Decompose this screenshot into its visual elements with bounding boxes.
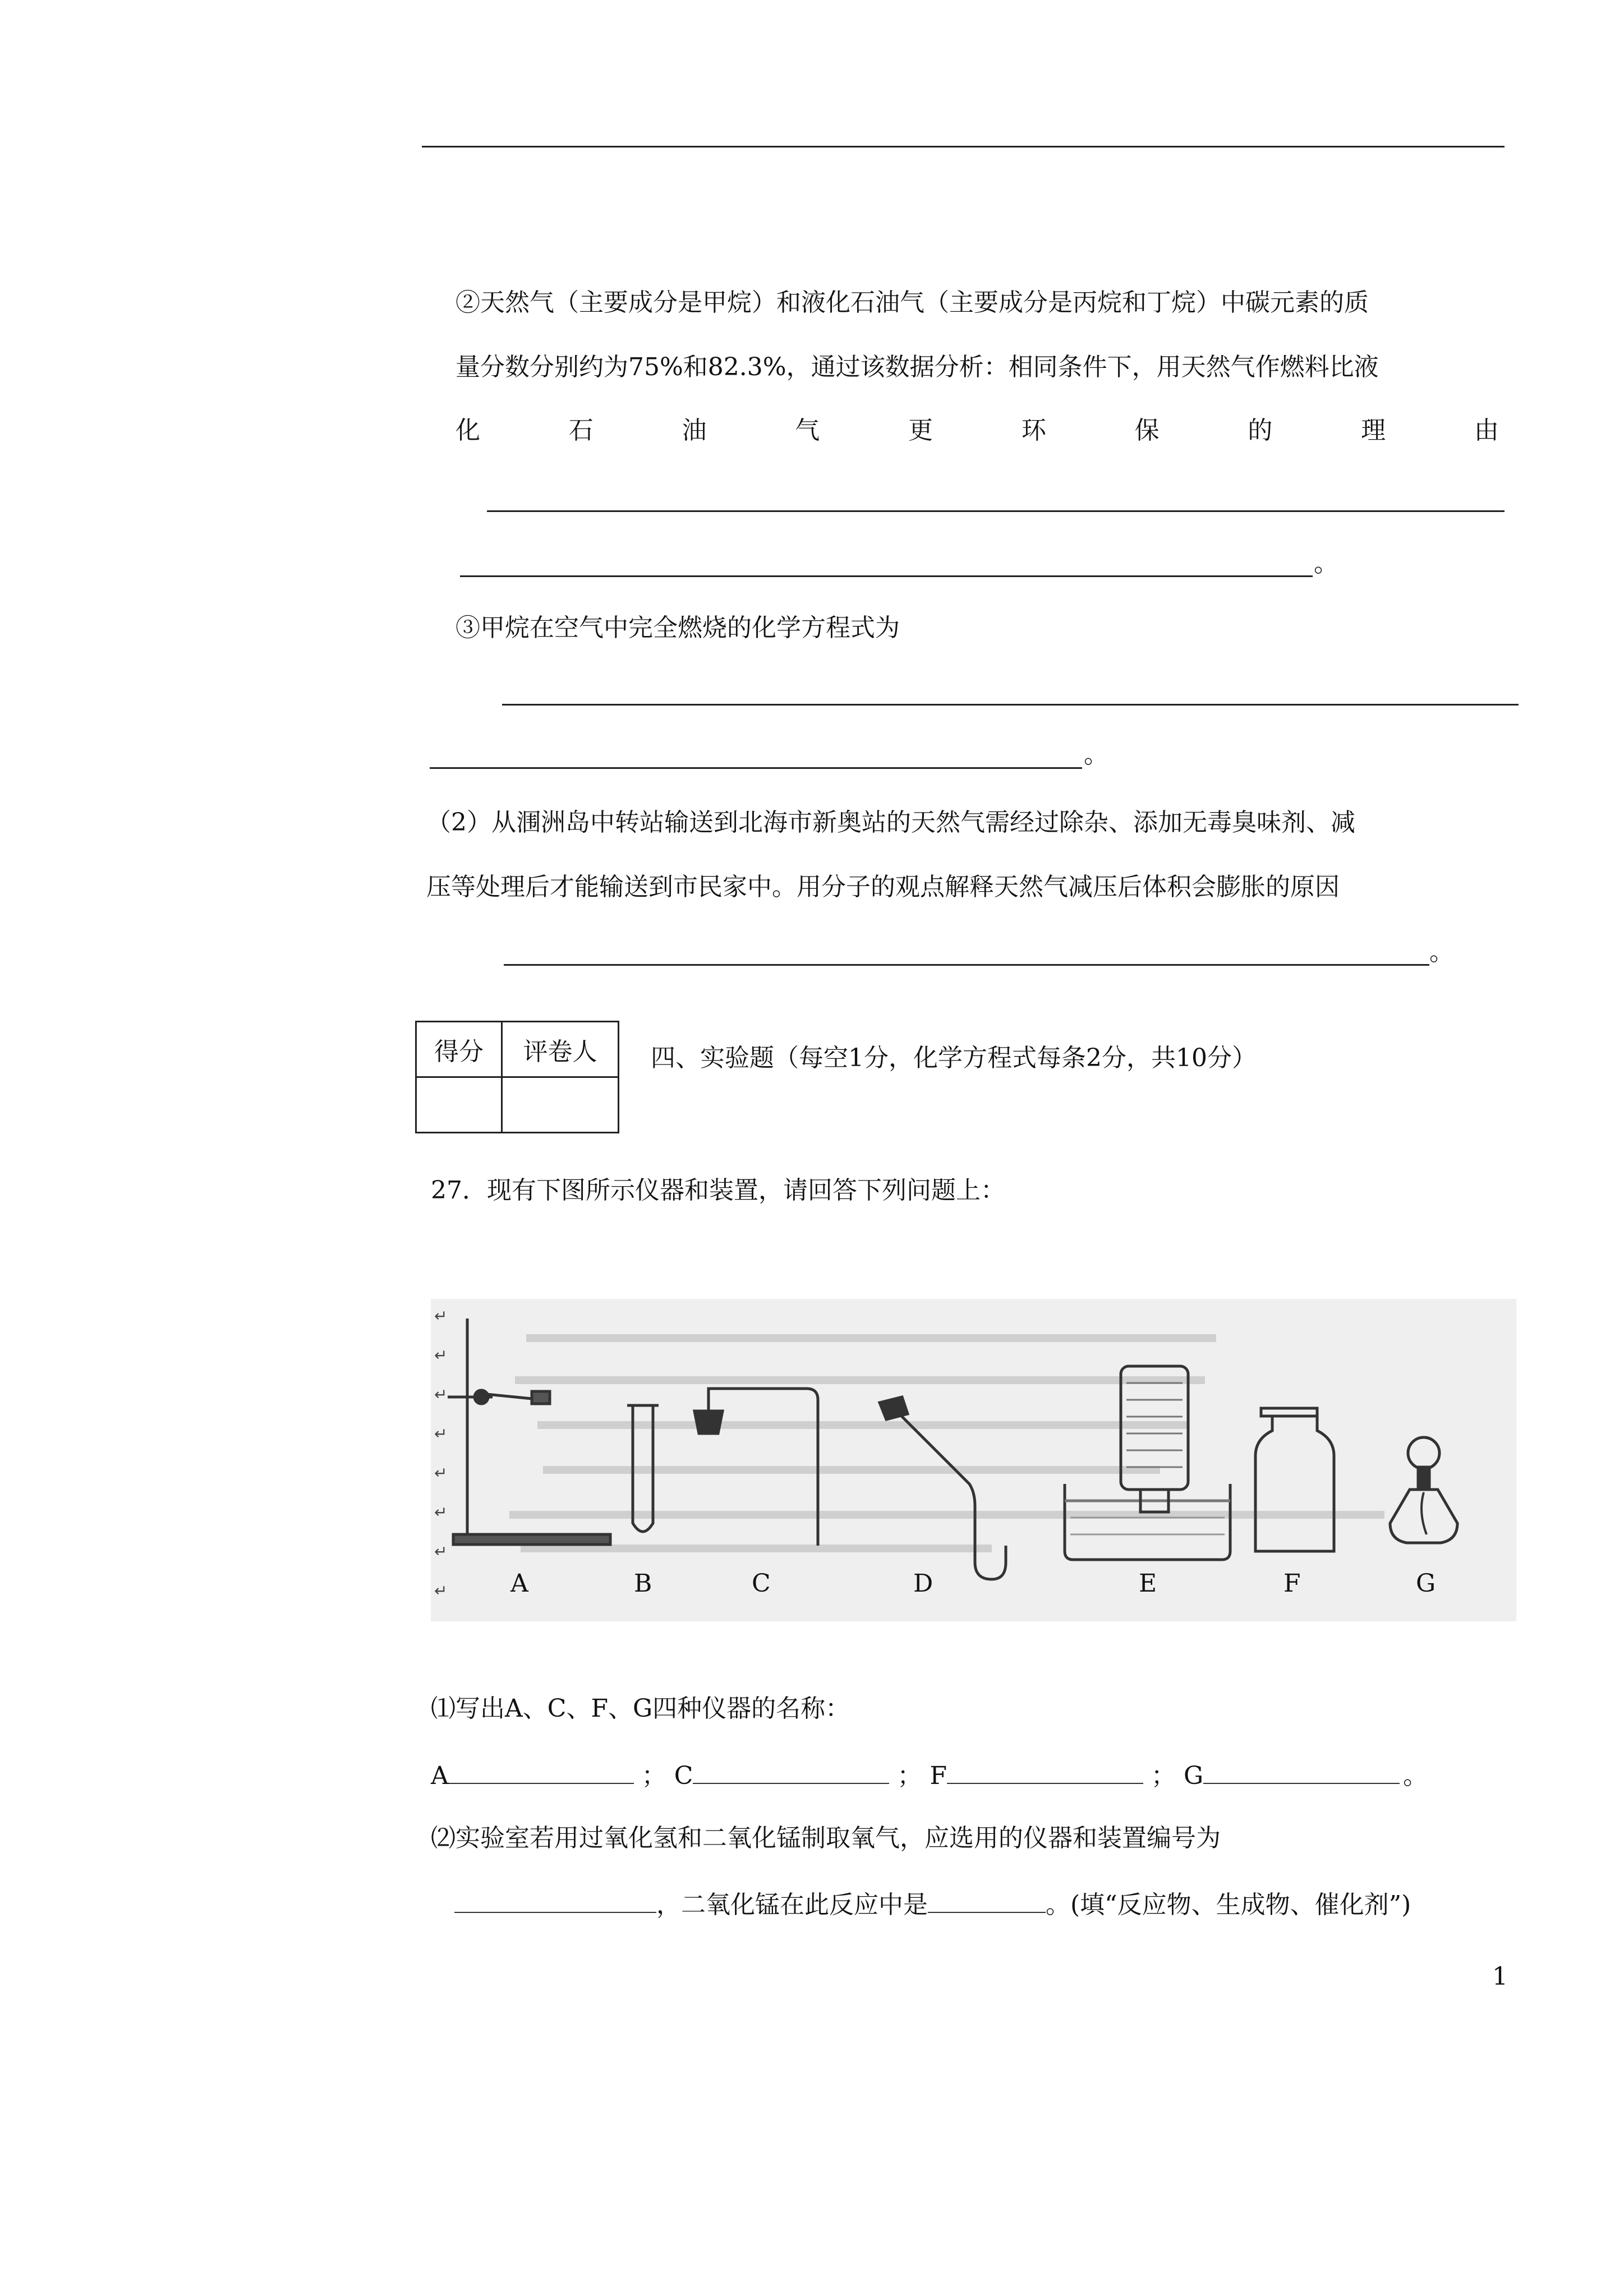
q27-sub2-line1: ⑵实验室若用过氧化氢和二氧化锰制取氧气，应选用的仪器和装置编号为: [431, 1824, 1221, 1852]
figure-label-c: C: [752, 1569, 771, 1598]
q27-sub2-line2: [454, 1887, 1411, 1922]
spread-char: 环: [1021, 416, 1046, 445]
spread-char: 理: [1361, 416, 1386, 445]
score-header: 得分: [416, 1022, 502, 1077]
svg-text:↵: ↵: [434, 1424, 448, 1443]
separator: ；: [641, 1762, 666, 1790]
svg-text:↵: ↵: [434, 1582, 448, 1600]
iron-stand-icon: [448, 1318, 610, 1545]
apparatus-figure-svg: [431, 1299, 1516, 1621]
figure-label-d: D: [913, 1569, 933, 1598]
svg-text:↵: ↵: [434, 1385, 448, 1404]
answer-line[interactable]: [430, 767, 1082, 769]
catalyst-answer-blank[interactable]: [928, 1887, 1046, 1913]
grader-header: 评卷人: [502, 1022, 619, 1077]
score-table: [415, 1021, 619, 1133]
q2-part2-line3: [456, 414, 1499, 448]
svg-text:↵: ↵: [434, 1464, 448, 1482]
spread-char: 由: [1474, 416, 1499, 445]
answer-blank-g[interactable]: [1203, 1758, 1400, 1784]
q2-part2-line1: ②天然气（主要成分是甲烷）和液化石油气（主要成分是丙烷和丁烷）中碳元素的质: [456, 288, 1369, 317]
q2-part2-line2: 量分数分别约为75%和82.3%，通过该数据分析：相同条件下，用天然气作燃料比液: [456, 353, 1379, 381]
q2-sub2-line1: （2）从涠洲岛中转站输送到北海市新奥站的天然气需经过除杂、添加无毒臭味剂、减: [426, 808, 1355, 837]
spread-char: 保: [1134, 416, 1160, 445]
separator: ；: [1151, 1762, 1176, 1790]
figure-label-f: F: [1283, 1569, 1301, 1598]
apparatus-figure: [431, 1299, 1516, 1621]
q27-sub1-prompt: ⑴写出A、C、F、G四种仪器的名称：: [431, 1694, 850, 1723]
answer-label-g: G: [1183, 1762, 1204, 1790]
spread-char: 化: [456, 416, 480, 445]
spread-char: 更: [908, 416, 933, 445]
svg-text:↵: ↵: [434, 1307, 448, 1325]
figure-label-a: A: [510, 1569, 528, 1598]
answer-blank-a[interactable]: [449, 1758, 634, 1784]
answer-line[interactable]: [504, 964, 1429, 966]
svg-text:↵: ↵: [434, 1346, 448, 1364]
q2-sub2-line2: 压等处理后才能输送到市民家中。用分子的观点解释天然气减压后体积会膨胀的原因: [426, 873, 1340, 901]
answer-line[interactable]: [502, 704, 1519, 706]
figure-label-g: G: [1416, 1569, 1436, 1598]
end-mark: 。: [1403, 1762, 1428, 1790]
answer-label-c: C: [674, 1762, 693, 1790]
spread-char: 的: [1248, 416, 1273, 445]
figure-label-b: B: [634, 1569, 652, 1598]
apparatus-answer-blank[interactable]: [454, 1887, 656, 1913]
water-trough-icon: [1065, 1366, 1230, 1560]
end-mark: 。: [1314, 549, 1338, 578]
q27-sub2-mid: ，二氧化锰在此反应中是: [656, 1891, 928, 1919]
spread-char: 气: [795, 416, 820, 445]
end-mark: 。: [1084, 740, 1108, 769]
spread-char: 油: [682, 416, 707, 445]
section-title: 四、实验题（每空1分，化学方程式每条2分，共10分）: [651, 1044, 1257, 1072]
alcohol-lamp-icon: [1390, 1437, 1457, 1543]
score-cell[interactable]: [416, 1077, 502, 1133]
answer-line[interactable]: [487, 510, 1505, 512]
figure-label-e: E: [1139, 1569, 1157, 1598]
page-number: 1: [1492, 1962, 1508, 1991]
q27-sub2-end: 。(填“反应物、生成物、催化剂”): [1046, 1891, 1411, 1919]
spread-char: 石: [568, 416, 594, 445]
answer-line[interactable]: [460, 575, 1313, 577]
svg-text:↵: ↵: [434, 1503, 448, 1522]
answer-label-a: A: [431, 1762, 449, 1790]
end-mark: 。: [1429, 938, 1454, 966]
gas-jar-icon: [1255, 1408, 1334, 1551]
q2-part3-line1: ③甲烷在空气中完全燃烧的化学方程式为: [456, 614, 900, 642]
answer-blank-c[interactable]: [693, 1758, 889, 1784]
header-rule: [422, 146, 1505, 147]
svg-text:↵: ↵: [434, 1542, 448, 1561]
separator: ；: [897, 1762, 922, 1790]
grader-cell[interactable]: [502, 1077, 619, 1133]
q27-stem: 27．现有下图所示仪器和装置，请回答下列问题上：: [431, 1176, 1005, 1205]
answer-blank-f[interactable]: [947, 1758, 1143, 1784]
q27-sub1-answers: [431, 1758, 1428, 1793]
answer-label-f: F: [930, 1762, 947, 1790]
